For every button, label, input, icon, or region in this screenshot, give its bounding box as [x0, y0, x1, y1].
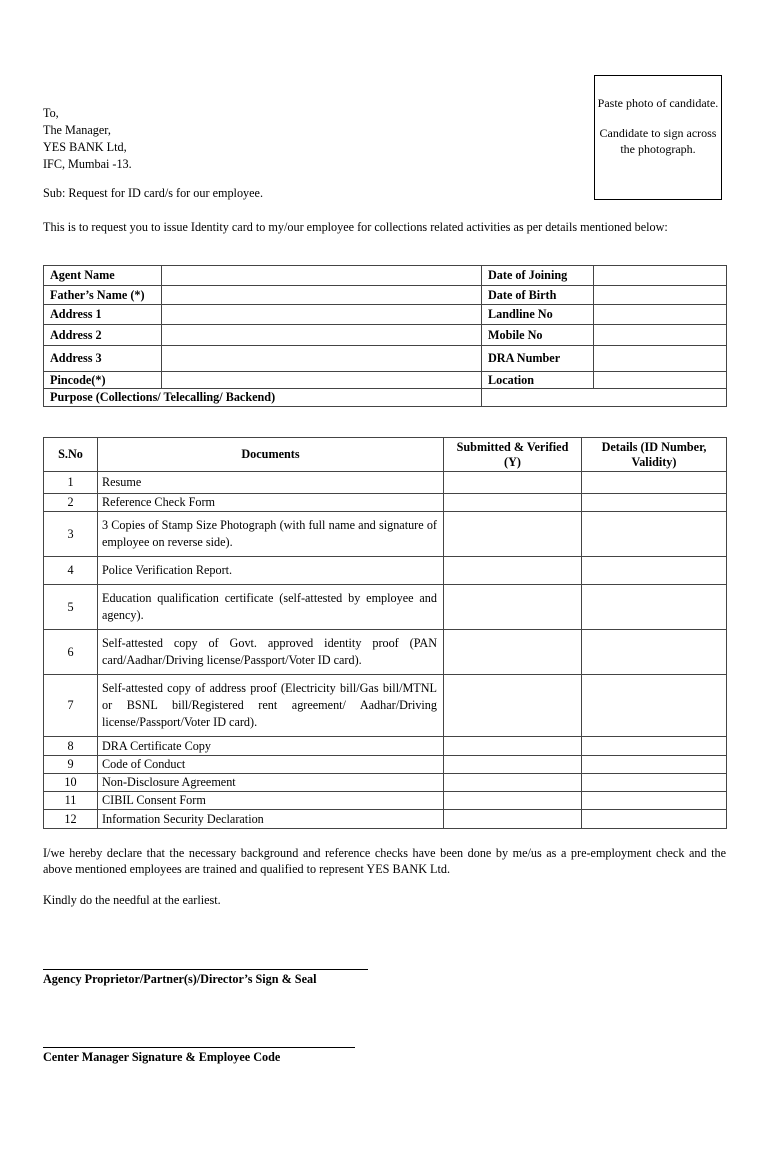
table-row	[44, 346, 727, 372]
document-name: Education qualification certificate (self-attested by employee and agency).	[98, 585, 444, 630]
subject-line: Sub: Request for ID card/s for our employee.	[43, 186, 263, 200]
row-number: 8	[44, 737, 98, 756]
field-label: DRA Number	[482, 346, 594, 372]
submitted-cell[interactable]	[444, 512, 582, 557]
column-header: S.No	[44, 438, 98, 472]
row-number: 2	[44, 494, 98, 512]
field-label: Address 1	[44, 305, 162, 325]
details-cell[interactable]	[582, 557, 727, 585]
field-label: Location	[482, 372, 594, 389]
table-row	[44, 774, 727, 792]
field-label: Address 2	[44, 325, 162, 346]
submitted-cell[interactable]	[444, 630, 582, 675]
closing-line: Kindly do the needful at the earliest.	[43, 893, 221, 907]
field-label: Landline No	[482, 305, 594, 325]
details-cell[interactable]	[582, 585, 727, 630]
date-of-birth-field[interactable]	[594, 286, 727, 305]
table-row	[44, 266, 727, 286]
field-label: Mobile No	[482, 325, 594, 346]
details-cell[interactable]	[582, 756, 727, 774]
table-row	[44, 472, 727, 494]
fathers-name-field[interactable]	[162, 286, 482, 305]
table-row	[44, 325, 727, 346]
column-header: Documents	[98, 438, 444, 472]
submitted-cell[interactable]	[444, 585, 582, 630]
row-number: 11	[44, 792, 98, 810]
submitted-cell[interactable]	[444, 472, 582, 494]
field-label: Purpose (Collections/ Telecalling/ Backend)	[44, 389, 482, 407]
row-number: 9	[44, 756, 98, 774]
table-row	[44, 756, 727, 774]
row-number: 10	[44, 774, 98, 792]
document-name: Code of Conduct	[98, 756, 444, 774]
dra-number-field[interactable]	[594, 346, 727, 372]
address1-field[interactable]	[162, 305, 482, 325]
submitted-cell[interactable]	[444, 774, 582, 792]
photo-placeholder-box	[594, 75, 722, 200]
table-header-row	[44, 438, 727, 472]
recipient-address	[43, 105, 132, 173]
details-cell[interactable]	[582, 675, 727, 737]
photo-instruction: Paste photo of candidate.	[597, 96, 719, 110]
documents-table	[43, 437, 727, 829]
submitted-cell[interactable]	[444, 810, 582, 829]
table-row	[44, 389, 727, 407]
submitted-cell[interactable]	[444, 737, 582, 756]
document-name: Self-attested copy of address proof (Electricity bill/Gas bill/MTNL or BSNL bill/Registered rent agreement/ Aadhar/Driving license/Passport/Voter ID card).	[98, 675, 444, 737]
pincode-field[interactable]	[162, 372, 482, 389]
table-row	[44, 372, 727, 389]
table-row	[44, 675, 727, 737]
agency-signature-line[interactable]	[43, 969, 368, 970]
row-number: 7	[44, 675, 98, 737]
document-name: Reference Check Form	[98, 494, 444, 512]
table-row	[44, 494, 727, 512]
document-name: Non-Disclosure Agreement	[98, 774, 444, 792]
employee-details-table	[43, 265, 727, 407]
row-number: 6	[44, 630, 98, 675]
address2-field[interactable]	[162, 325, 482, 346]
address3-field[interactable]	[162, 346, 482, 372]
row-number: 12	[44, 810, 98, 829]
table-row	[44, 557, 727, 585]
declaration-paragraph: I/we hereby declare that the necessary background and reference checks have been done by me/us as a pre-employment check and the above mentioned employees are trained and qualified to represent YES BANK Ltd.	[43, 846, 726, 876]
center-manager-signature-line[interactable]	[43, 1047, 355, 1048]
document-name: DRA Certificate Copy	[98, 737, 444, 756]
document-name: Information Security Declaration	[98, 810, 444, 829]
submitted-cell[interactable]	[444, 557, 582, 585]
details-cell[interactable]	[582, 512, 727, 557]
details-cell[interactable]	[582, 810, 727, 829]
field-label: Date of Joining	[482, 266, 594, 286]
table-row	[44, 792, 727, 810]
submitted-cell[interactable]	[444, 756, 582, 774]
field-label: Pincode(*)	[44, 372, 162, 389]
sign-instruction: Candidate to sign across the photograph.	[599, 126, 717, 156]
address-line: IFC, Mumbai -13.	[43, 157, 132, 171]
landline-field[interactable]	[594, 305, 727, 325]
agency-signature-label: Agency Proprietor/Partner(s)/Director’s Sign & Seal	[43, 972, 317, 986]
location-field[interactable]	[594, 372, 727, 389]
column-header: Details (ID Number, Validity)	[582, 438, 727, 472]
table-row	[44, 286, 727, 305]
field-label: Address 3	[44, 346, 162, 372]
document-name: CIBIL Consent Form	[98, 792, 444, 810]
table-row	[44, 630, 727, 675]
field-label: Father’s Name (*)	[44, 286, 162, 305]
document-name: Resume	[98, 472, 444, 494]
column-header: Submitted & Verified (Y)	[444, 438, 582, 472]
row-number: 3	[44, 512, 98, 557]
table-row	[44, 810, 727, 829]
address-line: YES BANK Ltd,	[43, 140, 127, 154]
agent-name-field[interactable]	[162, 266, 482, 286]
details-cell[interactable]	[582, 472, 727, 494]
document-name: Police Verification Report.	[98, 557, 444, 585]
details-cell[interactable]	[582, 494, 727, 512]
table-row	[44, 585, 727, 630]
submitted-cell[interactable]	[444, 494, 582, 512]
document-name: Self-attested copy of Govt. approved identity proof (PAN card/Aadhar/Driving license/Passport/Voter ID card).	[98, 630, 444, 675]
center-manager-signature-label: Center Manager Signature & Employee Code	[43, 1050, 281, 1064]
intro-paragraph: This is to request you to issue Identity card to my/our employee for collections related activities as per details mentioned below:	[43, 220, 668, 234]
details-cell[interactable]	[582, 792, 727, 810]
document-name: 3 Copies of Stamp Size Photograph (with full name and signature of employee on reverse side).	[98, 512, 444, 557]
row-number: 5	[44, 585, 98, 630]
date-of-joining-field[interactable]	[594, 266, 727, 286]
address-line: To,	[43, 106, 59, 120]
table-row	[44, 737, 727, 756]
table-row	[44, 305, 727, 325]
field-label: Date of Birth	[482, 286, 594, 305]
submitted-cell[interactable]	[444, 792, 582, 810]
purpose-field[interactable]	[482, 389, 727, 407]
details-cell[interactable]	[582, 630, 727, 675]
mobile-field[interactable]	[594, 325, 727, 346]
details-cell[interactable]	[582, 737, 727, 756]
field-label: Agent Name	[44, 266, 162, 286]
submitted-cell[interactable]	[444, 675, 582, 737]
row-number: 4	[44, 557, 98, 585]
details-cell[interactable]	[582, 774, 727, 792]
row-number: 1	[44, 472, 98, 494]
address-line: The Manager,	[43, 123, 111, 137]
table-row	[44, 512, 727, 557]
